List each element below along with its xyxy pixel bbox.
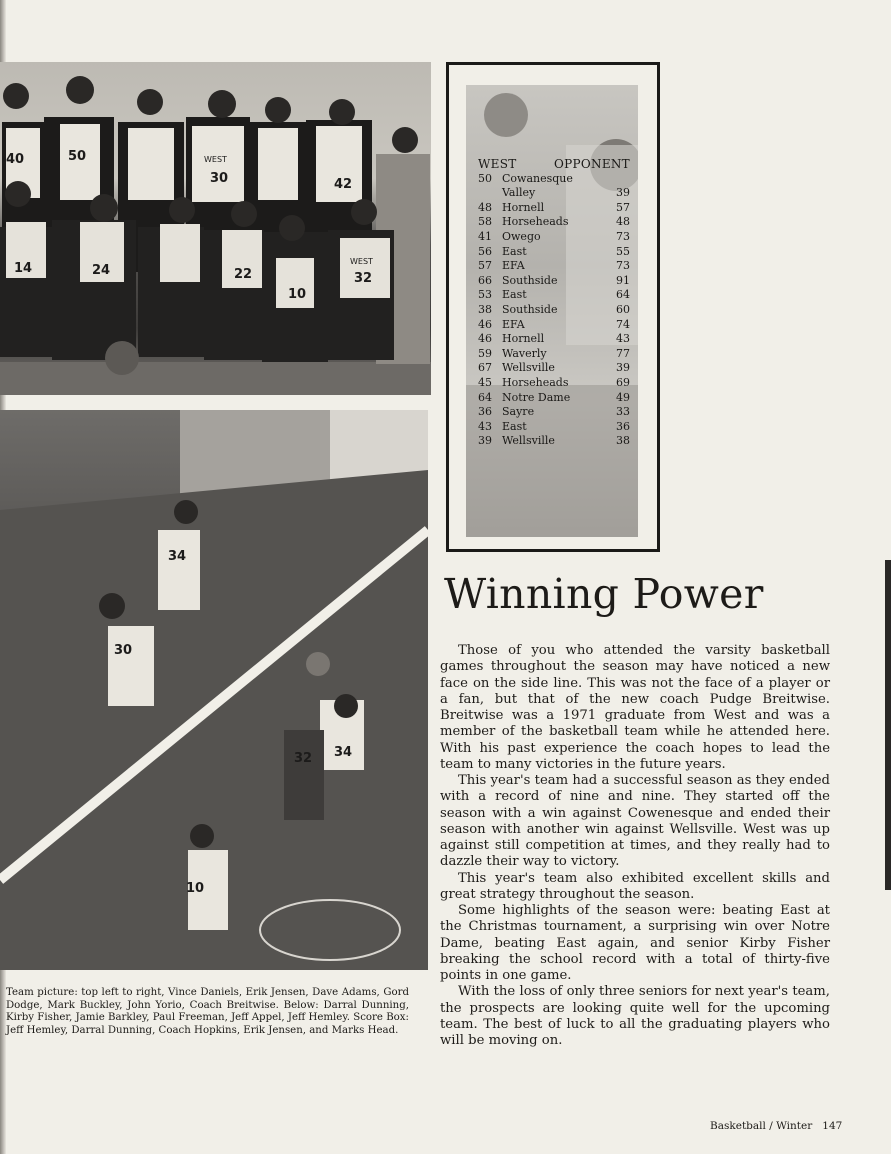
svg-text:34: 34 [168,549,187,564]
svg-text:34: 34 [334,745,353,760]
opponent-score: 39 [616,361,630,375]
article-title: Winning Power [444,570,764,618]
west-column-header: WEST [478,157,517,171]
svg-text:10: 10 [186,881,205,896]
svg-text:42: 42 [334,177,353,192]
opponent-score: 39 [616,186,630,200]
opponent-name: Southside [502,302,558,316]
game-action-photo [0,410,428,970]
svg-text:50: 50 [68,149,87,164]
opponent-score: 33 [616,405,630,419]
opponent-score: 60 [616,302,630,316]
opponent-score: 48 [616,215,630,229]
west-score: 48 [478,200,492,214]
score-row [478,274,630,289]
opponent-name: Waverly [502,346,547,360]
page-number: 147 [822,1120,843,1132]
score-row [478,215,630,230]
opponent-name: Southside [502,273,558,287]
west-score: 39 [478,434,492,448]
opponent-name: Valley [502,186,536,200]
opponent-score: 64 [616,288,630,302]
west-score: 36 [478,405,492,419]
opponent-name: Notre Dame [502,390,571,404]
west-score: 53 [478,288,492,302]
opponent-name: East [502,419,527,433]
svg-text:30: 30 [210,171,229,186]
opponent-score: 49 [616,390,630,404]
score-row [478,361,630,376]
opponent-name: Hornell [502,332,545,346]
svg-text:30: 30 [114,643,133,658]
opponent-column-header: OPPONENT [554,157,630,171]
opponent-score: 73 [616,229,630,243]
opponent-score: 36 [616,419,630,433]
score-box-photo [466,85,638,537]
opponent-name: Wellsville [502,434,555,448]
west-score [478,186,502,201]
article-paragraph: Those of you who attended the varsity basketball games throughout the season may have noticed a new face on the side line. This was not the face of a player or a fan, but that of the new coach Pudge Breitwise. Breitwise was a 1971 graduate from West and was a member of the basketball team while he attended here. With his past experience the coach hopes to lead the team to many victories in the future years. [440,643,830,772]
opponent-score: 38 [616,434,630,448]
opponent-score: 73 [616,259,630,273]
score-row [478,391,630,406]
photo-caption: Team picture: top left to right, Vince Daniels, Erik Jensen, Dave Adams, Gord Dodge, Mark Buckley, John Yorio, Coach Breitwise. Below: Darral Dunning, Kirby Fisher, Jamie Barkley, Paul Freeman, Jeff Appel, Jeff Hemley. Score Box: Jeff Hemley, Darral Dunning, Coach Hopkins, Erik Jensen, and Marks Head. [6,987,409,1036]
svg-text:WEST: WEST [204,155,227,164]
article-paragraph: With the loss of only three seniors for next year's team, the prospects are looking quite well for the upcoming team. The best of luck to all the graduating players who will be moving on. [440,984,830,1048]
west-score: 50 [478,171,492,185]
opponent-score: 91 [616,273,630,287]
opponent-score: 77 [616,346,630,360]
opponent-name: East [502,288,527,302]
score-row [478,288,630,303]
svg-text:40: 40 [6,152,25,167]
svg-text:32: 32 [354,271,373,286]
svg-text:32: 32 [294,751,313,766]
west-score: 57 [478,259,492,273]
opponent-score: 69 [616,375,630,389]
game-action-illustration [0,410,428,970]
opponent-score: 57 [616,200,630,214]
team-photo [0,62,431,395]
opponent-score: 55 [616,244,630,258]
opponent-name: Horseheads [502,215,569,229]
score-table-header [478,157,630,172]
west-score: 45 [478,375,492,389]
west-score: 58 [478,215,492,229]
west-score: 43 [478,419,492,433]
svg-text:10: 10 [288,287,307,302]
west-score: 56 [478,244,492,258]
score-row [478,376,630,391]
opponent-name: Hornell [502,200,545,214]
opponent-score [608,172,630,187]
score-row [478,347,630,362]
score-row [478,172,630,187]
svg-text:22: 22 [234,267,253,282]
article-paragraph: This year's team had a successful season as they ended with a record of nine and nine. They started off the season with a win against Cowenesque and ended their season with another win against Wellsville. West was up against still competition at times, and they really had to dazzle their way to victory. [440,773,830,870]
team-photo-illustration [0,62,431,395]
west-score: 38 [478,302,492,316]
west-score: 59 [478,346,492,360]
opponent-name: Horseheads [502,375,569,389]
page-edge-tab [885,560,891,890]
score-row [478,230,630,245]
article-body [440,643,830,1049]
score-row [478,318,630,333]
opponent-score: 43 [616,332,630,346]
west-score: 67 [478,361,492,375]
score-row [478,434,630,449]
opponent-name: Owego [502,229,541,243]
west-score: 64 [478,390,492,404]
score-row [478,405,630,420]
score-row [478,332,630,347]
article-paragraph: Some highlights of the season were: beating East at the Christmas tournament, a surprising win over Notre Dame, beating East again, and senior Kirby Fisher breaking the school record with a total of thirty-five points in one game. [440,903,830,983]
west-score: 46 [478,332,492,346]
article-paragraph: This year's team also exhibited excellent skills and great strategy throughout the season. [440,870,830,902]
opponent-score: 74 [616,317,630,331]
score-row [478,201,630,216]
west-score: 46 [478,317,492,331]
opponent-name: Wellsville [502,361,555,375]
svg-text:WEST: WEST [350,257,373,266]
page-footer [710,1120,850,1132]
opponent-name: EFA [502,317,525,331]
footer-section: Basketball / Winter [710,1120,813,1132]
score-row [478,420,630,435]
opponent-name: East [502,244,527,258]
score-row [478,245,630,260]
svg-text:24: 24 [92,263,111,278]
score-rows [478,172,630,449]
score-row [478,186,630,201]
score-box-frame [446,62,660,552]
opponent-name: Sayre [502,405,535,419]
score-table [478,157,630,449]
opponent-name: EFA [502,259,525,273]
west-score: 41 [478,229,492,243]
score-row [478,303,630,318]
score-row [478,259,630,274]
opponent-name: Cowanesque [502,171,573,185]
svg-text:14: 14 [14,261,33,276]
west-score: 66 [478,273,492,287]
